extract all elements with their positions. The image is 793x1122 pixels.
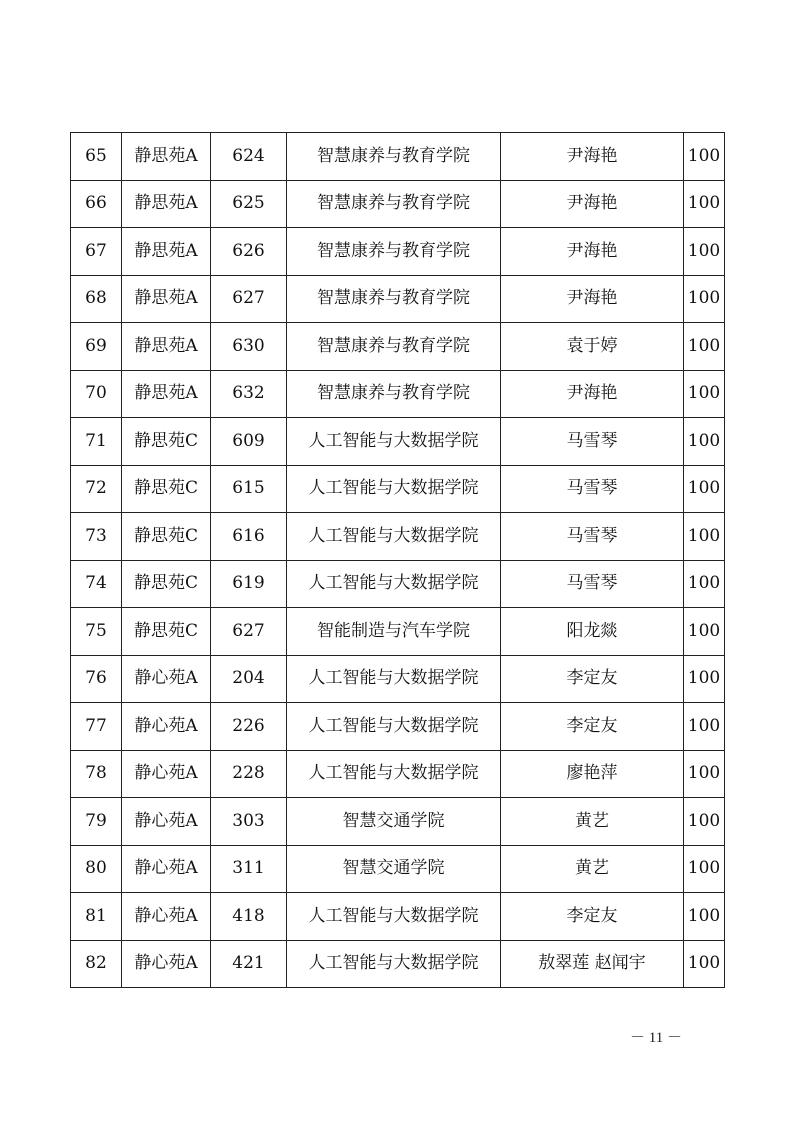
person-cell: 李定友: [501, 893, 684, 941]
table-row: [71, 750, 725, 798]
score-cell: 100: [684, 465, 725, 513]
score-cell: 100: [684, 940, 725, 988]
building-cell: 静心苑A: [122, 703, 211, 751]
table-row: [71, 418, 725, 466]
row-number-cell: 74: [71, 560, 122, 608]
room-cell: 632: [211, 370, 287, 418]
building-cell: 静思苑C: [122, 465, 211, 513]
score-cell: 100: [684, 703, 725, 751]
person-cell: 尹海艳: [501, 133, 684, 181]
table-row: [71, 180, 725, 228]
table-row: [71, 465, 725, 513]
college-cell: 智能制造与汽车学院: [287, 608, 501, 656]
room-cell: 619: [211, 560, 287, 608]
building-cell: 静思苑A: [122, 370, 211, 418]
college-cell: 人工智能与大数据学院: [287, 940, 501, 988]
college-cell: 人工智能与大数据学院: [287, 750, 501, 798]
person-cell: 廖艳萍: [501, 750, 684, 798]
room-cell: 616: [211, 513, 287, 561]
page-number: － 11 －: [630, 1030, 682, 1046]
table-row: [71, 370, 725, 418]
room-cell: 609: [211, 418, 287, 466]
row-number-cell: 68: [71, 275, 122, 323]
row-number-cell: 66: [71, 180, 122, 228]
college-cell: 人工智能与大数据学院: [287, 893, 501, 941]
score-cell: 100: [684, 418, 725, 466]
person-cell: 马雪琴: [501, 513, 684, 561]
row-number-cell: 76: [71, 655, 122, 703]
table-body: [71, 133, 725, 988]
college-cell: 智慧交通学院: [287, 798, 501, 846]
room-cell: 630: [211, 323, 287, 371]
college-cell: 智慧康养与教育学院: [287, 228, 501, 276]
row-number-cell: 65: [71, 133, 122, 181]
dormitory-score-table: [70, 132, 725, 988]
room-cell: 228: [211, 750, 287, 798]
table-row: [71, 513, 725, 561]
room-cell: 615: [211, 465, 287, 513]
person-cell: 马雪琴: [501, 418, 684, 466]
row-number-cell: 69: [71, 323, 122, 371]
score-cell: 100: [684, 560, 725, 608]
building-cell: 静思苑A: [122, 180, 211, 228]
table-row: [71, 133, 725, 181]
building-cell: 静思苑A: [122, 275, 211, 323]
person-cell: 阳龙燚: [501, 608, 684, 656]
person-cell: 袁于婷: [501, 323, 684, 371]
building-cell: 静心苑A: [122, 655, 211, 703]
row-number-cell: 75: [71, 608, 122, 656]
building-cell: 静心苑A: [122, 845, 211, 893]
table-row: [71, 845, 725, 893]
college-cell: 智慧交通学院: [287, 845, 501, 893]
college-cell: 智慧康养与教育学院: [287, 133, 501, 181]
college-cell: 人工智能与大数据学院: [287, 655, 501, 703]
person-cell: 黄艺: [501, 798, 684, 846]
building-cell: 静思苑C: [122, 608, 211, 656]
table-row: [71, 275, 725, 323]
row-number-cell: 73: [71, 513, 122, 561]
room-cell: 624: [211, 133, 287, 181]
person-cell: 马雪琴: [501, 465, 684, 513]
person-cell: 尹海艳: [501, 275, 684, 323]
table-row: [71, 940, 725, 988]
college-cell: 人工智能与大数据学院: [287, 560, 501, 608]
table-row: [71, 323, 725, 371]
person-cell: 马雪琴: [501, 560, 684, 608]
table-row: [71, 893, 725, 941]
row-number-cell: 82: [71, 940, 122, 988]
room-cell: 226: [211, 703, 287, 751]
table-row: [71, 228, 725, 276]
college-cell: 人工智能与大数据学院: [287, 465, 501, 513]
building-cell: 静思苑C: [122, 560, 211, 608]
building-cell: 静心苑A: [122, 893, 211, 941]
score-cell: 100: [684, 798, 725, 846]
person-cell: 李定友: [501, 703, 684, 751]
score-cell: 100: [684, 323, 725, 371]
room-cell: 418: [211, 893, 287, 941]
row-number-cell: 67: [71, 228, 122, 276]
person-cell: 尹海艳: [501, 370, 684, 418]
building-cell: 静思苑C: [122, 513, 211, 561]
table-row: [71, 703, 725, 751]
college-cell: 人工智能与大数据学院: [287, 513, 501, 561]
college-cell: 人工智能与大数据学院: [287, 418, 501, 466]
score-cell: 100: [684, 133, 725, 181]
row-number-cell: 71: [71, 418, 122, 466]
building-cell: 静思苑A: [122, 323, 211, 371]
building-cell: 静心苑A: [122, 798, 211, 846]
room-cell: 204: [211, 655, 287, 703]
score-cell: 100: [684, 180, 725, 228]
row-number-cell: 78: [71, 750, 122, 798]
row-number-cell: 81: [71, 893, 122, 941]
row-number-cell: 80: [71, 845, 122, 893]
college-cell: 人工智能与大数据学院: [287, 703, 501, 751]
building-cell: 静思苑A: [122, 228, 211, 276]
score-cell: 100: [684, 893, 725, 941]
person-cell: 尹海艳: [501, 180, 684, 228]
score-cell: 100: [684, 750, 725, 798]
room-cell: 627: [211, 608, 287, 656]
score-cell: 100: [684, 275, 725, 323]
room-cell: 627: [211, 275, 287, 323]
college-cell: 智慧康养与教育学院: [287, 323, 501, 371]
row-number-cell: 77: [71, 703, 122, 751]
person-cell: 尹海艳: [501, 228, 684, 276]
table-row: [71, 608, 725, 656]
building-cell: 静思苑A: [122, 133, 211, 181]
score-cell: 100: [684, 608, 725, 656]
college-cell: 智慧康养与教育学院: [287, 370, 501, 418]
score-cell: 100: [684, 228, 725, 276]
room-cell: 626: [211, 228, 287, 276]
college-cell: 智慧康养与教育学院: [287, 180, 501, 228]
building-cell: 静思苑C: [122, 418, 211, 466]
building-cell: 静心苑A: [122, 750, 211, 798]
row-number-cell: 72: [71, 465, 122, 513]
room-cell: 421: [211, 940, 287, 988]
room-cell: 625: [211, 180, 287, 228]
person-cell: 李定友: [501, 655, 684, 703]
room-cell: 311: [211, 845, 287, 893]
table-row: [71, 560, 725, 608]
table-row: [71, 798, 725, 846]
building-cell: 静心苑A: [122, 940, 211, 988]
row-number-cell: 79: [71, 798, 122, 846]
person-cell: 黄艺: [501, 845, 684, 893]
score-cell: 100: [684, 845, 725, 893]
score-cell: 100: [684, 655, 725, 703]
row-number-cell: 70: [71, 370, 122, 418]
person-cell: 敖翠莲 赵闻宇: [501, 940, 684, 988]
room-cell: 303: [211, 798, 287, 846]
college-cell: 智慧康养与教育学院: [287, 275, 501, 323]
table-row: [71, 655, 725, 703]
score-cell: 100: [684, 370, 725, 418]
score-cell: 100: [684, 513, 725, 561]
